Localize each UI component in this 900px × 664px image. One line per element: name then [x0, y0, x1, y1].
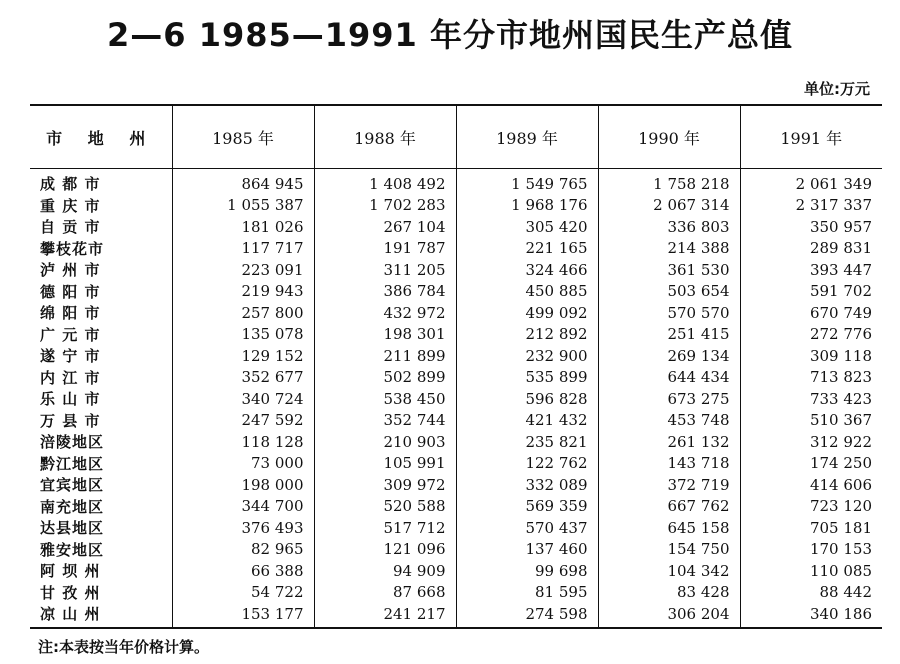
value-1988: 198 301	[314, 324, 456, 346]
value-1985: 257 800	[172, 302, 314, 324]
value-1991: 312 922	[740, 431, 882, 453]
value-1989: 450 885	[456, 281, 598, 303]
value-1985: 376 493	[172, 517, 314, 539]
region-cell: 遂 宁 市	[40, 347, 101, 366]
region-cell: 雅安地区	[40, 540, 105, 559]
value-1988: 538 450	[314, 388, 456, 410]
value-1991: 289 831	[740, 238, 882, 260]
value-1985: 181 026	[172, 216, 314, 238]
gnp-table	[30, 104, 882, 629]
value-1991: 510 367	[740, 410, 882, 432]
region-cell: 乐 山 市	[40, 390, 101, 409]
column-header-1989: 1989 年	[456, 105, 598, 169]
value-1990: 673 275	[598, 388, 740, 410]
region-cell: 成 都 市	[40, 175, 101, 194]
region-cell: 绵 阳 市	[40, 304, 101, 323]
unit-label: 单位:万元	[804, 80, 870, 98]
table-body	[30, 169, 882, 628]
column-header-1990: 1990 年	[598, 105, 740, 169]
table-row	[30, 302, 882, 324]
region-cell: 攀枝花市	[40, 239, 105, 258]
region-cell: 涪陵地区	[40, 433, 105, 452]
value-1988: 210 903	[314, 431, 456, 453]
value-1985: 223 091	[172, 259, 314, 281]
table-row	[30, 259, 882, 281]
table-row	[30, 517, 882, 539]
value-1985: 344 700	[172, 496, 314, 518]
column-header-region: 市 地 州	[30, 105, 172, 169]
value-1988: 87 668	[314, 582, 456, 604]
table-row	[30, 345, 882, 367]
value-1989: 274 598	[456, 603, 598, 628]
value-1988: 211 899	[314, 345, 456, 367]
value-1991: 2 317 337	[740, 195, 882, 217]
value-1990: 104 342	[598, 560, 740, 582]
value-1989: 81 595	[456, 582, 598, 604]
value-1985: 66 388	[172, 560, 314, 582]
table-row	[30, 453, 882, 475]
value-1989: 324 466	[456, 259, 598, 281]
region-cell: 达县地区	[40, 519, 105, 538]
value-1990: 570 570	[598, 302, 740, 324]
value-1989: 535 899	[456, 367, 598, 389]
value-1990: 644 434	[598, 367, 740, 389]
table-row	[30, 195, 882, 217]
value-1988: 517 712	[314, 517, 456, 539]
value-1990: 1 758 218	[598, 169, 740, 195]
column-header-1988: 1988 年	[314, 105, 456, 169]
value-1990: 667 762	[598, 496, 740, 518]
value-1990: 453 748	[598, 410, 740, 432]
region-cell: 宜宾地区	[40, 476, 105, 495]
value-1991: 174 250	[740, 453, 882, 475]
value-1988: 191 787	[314, 238, 456, 260]
value-1991: 670 749	[740, 302, 882, 324]
table-row	[30, 324, 882, 346]
column-header-1985: 1985 年	[172, 105, 314, 169]
region-cell: 阿 坝 州	[40, 562, 101, 581]
table-row	[30, 169, 882, 195]
table-row	[30, 474, 882, 496]
value-1985: 219 943	[172, 281, 314, 303]
value-1988: 121 096	[314, 539, 456, 561]
value-1990: 2 067 314	[598, 195, 740, 217]
value-1989: 305 420	[456, 216, 598, 238]
value-1991: 350 957	[740, 216, 882, 238]
value-1985: 54 722	[172, 582, 314, 604]
value-1990: 261 132	[598, 431, 740, 453]
value-1988: 267 104	[314, 216, 456, 238]
table-row	[30, 388, 882, 410]
value-1991: 414 606	[740, 474, 882, 496]
region-cell: 甘 孜 州	[40, 583, 101, 602]
value-1985: 247 592	[172, 410, 314, 432]
value-1985: 352 677	[172, 367, 314, 389]
table-title: 2—6 1985—1991 年分市地州国民生产总值	[107, 16, 793, 54]
table-row	[30, 410, 882, 432]
value-1990: 645 158	[598, 517, 740, 539]
value-1985: 117 717	[172, 238, 314, 260]
value-1990: 214 388	[598, 238, 740, 260]
table-row	[30, 281, 882, 303]
value-1990: 306 204	[598, 603, 740, 628]
value-1990: 83 428	[598, 582, 740, 604]
region-cell: 重 庆 市	[40, 196, 101, 215]
value-1985: 129 152	[172, 345, 314, 367]
value-1991: 733 423	[740, 388, 882, 410]
value-1988: 105 991	[314, 453, 456, 475]
table-row	[30, 560, 882, 582]
value-1991: 2 061 349	[740, 169, 882, 195]
value-1988: 352 744	[314, 410, 456, 432]
value-1988: 520 588	[314, 496, 456, 518]
value-1989: 221 165	[456, 238, 598, 260]
header-row	[30, 105, 882, 169]
value-1988: 94 909	[314, 560, 456, 582]
footnote: 注:本表按当年价格计算。	[38, 638, 209, 656]
region-cell: 凉 山 州	[30, 603, 172, 628]
value-1990: 372 719	[598, 474, 740, 496]
table-row	[30, 496, 882, 518]
value-1985: 135 078	[172, 324, 314, 346]
value-1989: 235 821	[456, 431, 598, 453]
value-1991: 723 120	[740, 496, 882, 518]
table-row	[30, 539, 882, 561]
value-1985: 82 965	[172, 539, 314, 561]
value-1990: 503 654	[598, 281, 740, 303]
value-1990: 361 530	[598, 259, 740, 281]
value-1991: 110 085	[740, 560, 882, 582]
value-1989: 421 432	[456, 410, 598, 432]
value-1985: 153 177	[172, 603, 314, 628]
value-1991: 88 442	[740, 582, 882, 604]
value-1985: 340 724	[172, 388, 314, 410]
value-1985: 198 000	[172, 474, 314, 496]
value-1989: 596 828	[456, 388, 598, 410]
value-1985: 864 945	[172, 169, 314, 195]
value-1989: 570 437	[456, 517, 598, 539]
value-1990: 269 134	[598, 345, 740, 367]
value-1991: 340 186	[740, 603, 882, 628]
value-1985: 1 055 387	[172, 195, 314, 217]
value-1990: 336 803	[598, 216, 740, 238]
region-cell: 万 县 市	[40, 411, 101, 430]
value-1989: 332 089	[456, 474, 598, 496]
value-1989: 137 460	[456, 539, 598, 561]
column-header-1991: 1991 年	[740, 105, 882, 169]
value-1989: 99 698	[456, 560, 598, 582]
region-cell: 自 贡 市	[40, 218, 101, 237]
table-row	[30, 238, 882, 260]
value-1988: 432 972	[314, 302, 456, 324]
value-1990: 154 750	[598, 539, 740, 561]
value-1990: 143 718	[598, 453, 740, 475]
value-1988: 1 408 492	[314, 169, 456, 195]
table-row	[30, 582, 882, 604]
value-1989: 122 762	[456, 453, 598, 475]
value-1985: 73 000	[172, 453, 314, 475]
table-row	[30, 216, 882, 238]
value-1989: 1 968 176	[456, 195, 598, 217]
value-1985: 118 128	[172, 431, 314, 453]
value-1989: 1 549 765	[456, 169, 598, 195]
value-1990: 251 415	[598, 324, 740, 346]
value-1988: 502 899	[314, 367, 456, 389]
region-cell: 广 元 市	[40, 325, 101, 344]
table-row	[30, 431, 882, 453]
value-1989: 569 359	[456, 496, 598, 518]
value-1991: 591 702	[740, 281, 882, 303]
region-cell: 黔江地区	[40, 454, 105, 473]
region-cell: 泸 州 市	[40, 261, 101, 280]
value-1988: 1 702 283	[314, 195, 456, 217]
value-1991: 170 153	[740, 539, 882, 561]
table-row	[30, 367, 882, 389]
region-cell: 内 江 市	[40, 368, 101, 387]
value-1991: 705 181	[740, 517, 882, 539]
value-1988: 241 217	[314, 603, 456, 628]
region-cell: 德 阳 市	[40, 282, 101, 301]
value-1989: 212 892	[456, 324, 598, 346]
value-1989: 499 092	[456, 302, 598, 324]
value-1991: 713 823	[740, 367, 882, 389]
value-1989: 232 900	[456, 345, 598, 367]
value-1988: 386 784	[314, 281, 456, 303]
value-1991: 272 776	[740, 324, 882, 346]
region-cell: 南充地区	[40, 497, 105, 516]
value-1988: 311 205	[314, 259, 456, 281]
table-row	[30, 603, 882, 628]
value-1991: 309 118	[740, 345, 882, 367]
value-1988: 309 972	[314, 474, 456, 496]
value-1991: 393 447	[740, 259, 882, 281]
